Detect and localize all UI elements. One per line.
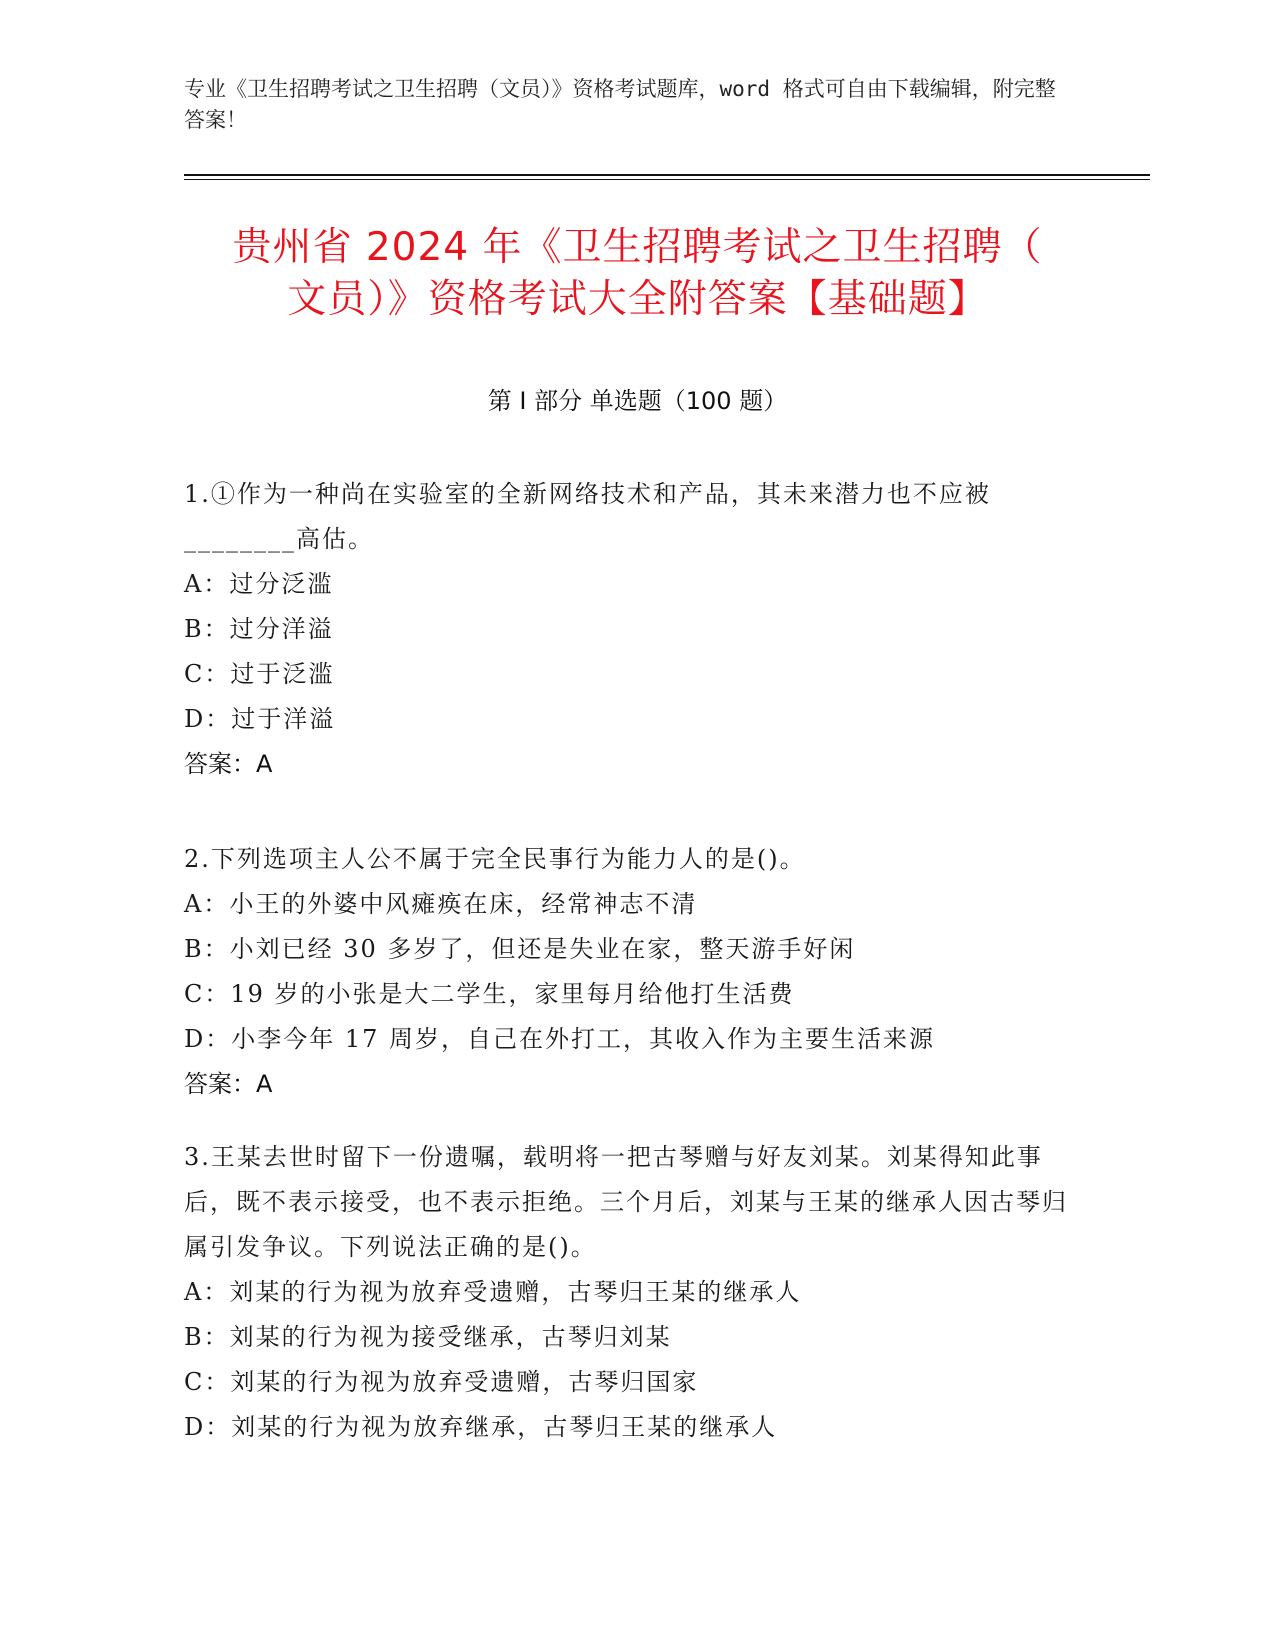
answer: 答案：A bbox=[184, 750, 273, 778]
question-1 bbox=[184, 472, 1074, 787]
document-title bbox=[150, 222, 1125, 326]
section-heading: 第 I 部分 单选题（100 题） bbox=[487, 387, 788, 415]
option-a: A：过分泛滥 bbox=[184, 570, 334, 598]
answer: 答案：A bbox=[184, 1070, 273, 1098]
option-b: B：刘某的行为视为接受继承，古琴归刘某 bbox=[184, 1323, 672, 1351]
option-d: D：刘某的行为视为放弃继承，古琴归王某的继承人 bbox=[184, 1413, 778, 1441]
question-2 bbox=[184, 837, 1074, 1107]
question-stem: 1.①作为一种尚在实验室的全新网络技术和产品，其未来潜力也不应被________高估。 bbox=[184, 480, 991, 553]
option-c: C：19 岁的小张是大二学生，家里每月给他打生活费 bbox=[184, 980, 795, 1008]
option-b: B：小刘已经 30 多岁了，但还是失业在家，整天游手好闲 bbox=[184, 935, 856, 963]
document-title-line-1: 贵州省 2024 年《卫生招聘考试之卫生招聘（ bbox=[232, 225, 1043, 270]
option-c: C：刘某的行为视为放弃受遗赠，古琴归国家 bbox=[184, 1368, 699, 1396]
header-divider-thin bbox=[184, 179, 1150, 180]
option-a: A：小王的外婆中风瘫痪在床，经常神志不清 bbox=[184, 890, 698, 918]
question-stem: 2.下列选项主人公不属于完全民事行为能力人的是()。 bbox=[184, 845, 806, 873]
option-b: B：过分洋溢 bbox=[184, 615, 334, 643]
question-3 bbox=[184, 1135, 1074, 1450]
option-d: D：过于洋溢 bbox=[184, 705, 336, 733]
option-a: A：刘某的行为视为放弃受遗赠，古琴归王某的继承人 bbox=[184, 1278, 802, 1306]
document-title-line-2: 文员）》资格考试大全附答案【基础题】 bbox=[287, 277, 988, 322]
option-c: C：过于泛滥 bbox=[184, 660, 335, 688]
header-note: 专业《卫生招聘考试之卫生招聘（文员）》资格考试题库，word 格式可自由下载编辑，附完整答案！ bbox=[184, 77, 1056, 132]
header-divider-thick bbox=[184, 174, 1150, 176]
option-d: D：小李今年 17 周岁，自己在外打工，其收入作为主要生活来源 bbox=[184, 1025, 936, 1053]
question-stem: 3.王某去世时留下一份遗嘱，载明将一把古琴赠与好友刘某。刘某得知此事后，既不表示接受，也不表示拒绝。三个月后，刘某与王某的继承人因古琴归属引发争议。下列说法正确的是()。 bbox=[184, 1143, 1068, 1261]
